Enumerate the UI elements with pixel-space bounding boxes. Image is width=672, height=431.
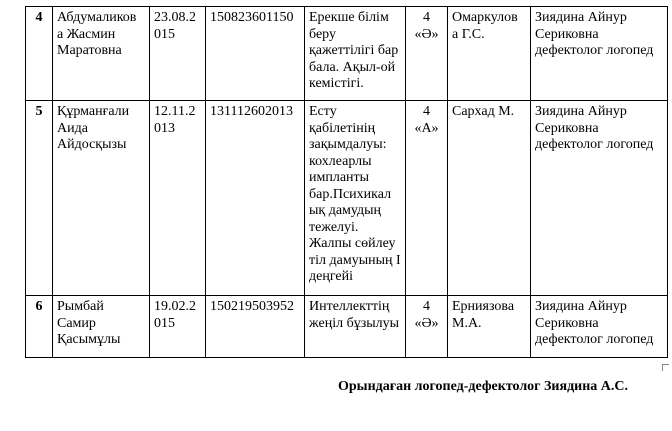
diagnosis: Интеллекттің жеңіл бұзылуы	[305, 296, 406, 358]
student-name: Құрманғали Аида Айдосқызы	[53, 101, 150, 296]
table-end-marker	[662, 364, 669, 371]
row-number: 6	[26, 296, 53, 358]
class-teacher: Омаркулов а Г.С.	[448, 7, 531, 101]
class-grade: 4 «Ә»	[406, 7, 448, 101]
student-name: Рымбай Самир Қасымұлы	[53, 296, 150, 358]
student-id: 150823601150	[206, 7, 305, 101]
row-number: 5	[26, 101, 53, 296]
diagnosis: Есту қабілетінің зақымдалуы: кохлеарлы импланты бар.Психикал ық дамудың тежелуі. Жалпы сөйлеу тіл дамуының I деңгейі	[305, 101, 406, 296]
signature-line: Орындаған логопед-дефектолог Зиядина А.С.	[338, 379, 629, 394]
table-row	[26, 7, 668, 101]
class-grade: 4 «Ә»	[406, 296, 448, 358]
table-row	[26, 296, 668, 358]
birth-date: 23.08.2 015	[150, 7, 206, 101]
student-name: Абдумаликов а Жасмин Маратовна	[53, 7, 150, 101]
students-table	[25, 6, 668, 358]
specialist: Зиядина Айнур Сериковна дефектолог логопед	[531, 7, 668, 101]
row-number: 4	[26, 7, 53, 101]
class-teacher: Ерниязова М.А.	[448, 296, 531, 358]
class-teacher: Сархад М.	[448, 101, 531, 296]
student-id: 131112602013	[206, 101, 305, 296]
student-id: 150219503952	[206, 296, 305, 358]
diagnosis: Ерекше білім беру қажеттілігі бар бала. Ақыл-ой кемістігі.	[305, 7, 406, 101]
table-row	[26, 101, 668, 296]
class-grade: 4 «А»	[406, 101, 448, 296]
birth-date: 12.11.2 013	[150, 101, 206, 296]
birth-date: 19.02.2 015	[150, 296, 206, 358]
specialist: Зиядина Айнур Сериковна дефектолог логопед	[531, 296, 668, 358]
specialist: Зиядина Айнур Сериковна дефектолог логопед	[531, 101, 668, 296]
